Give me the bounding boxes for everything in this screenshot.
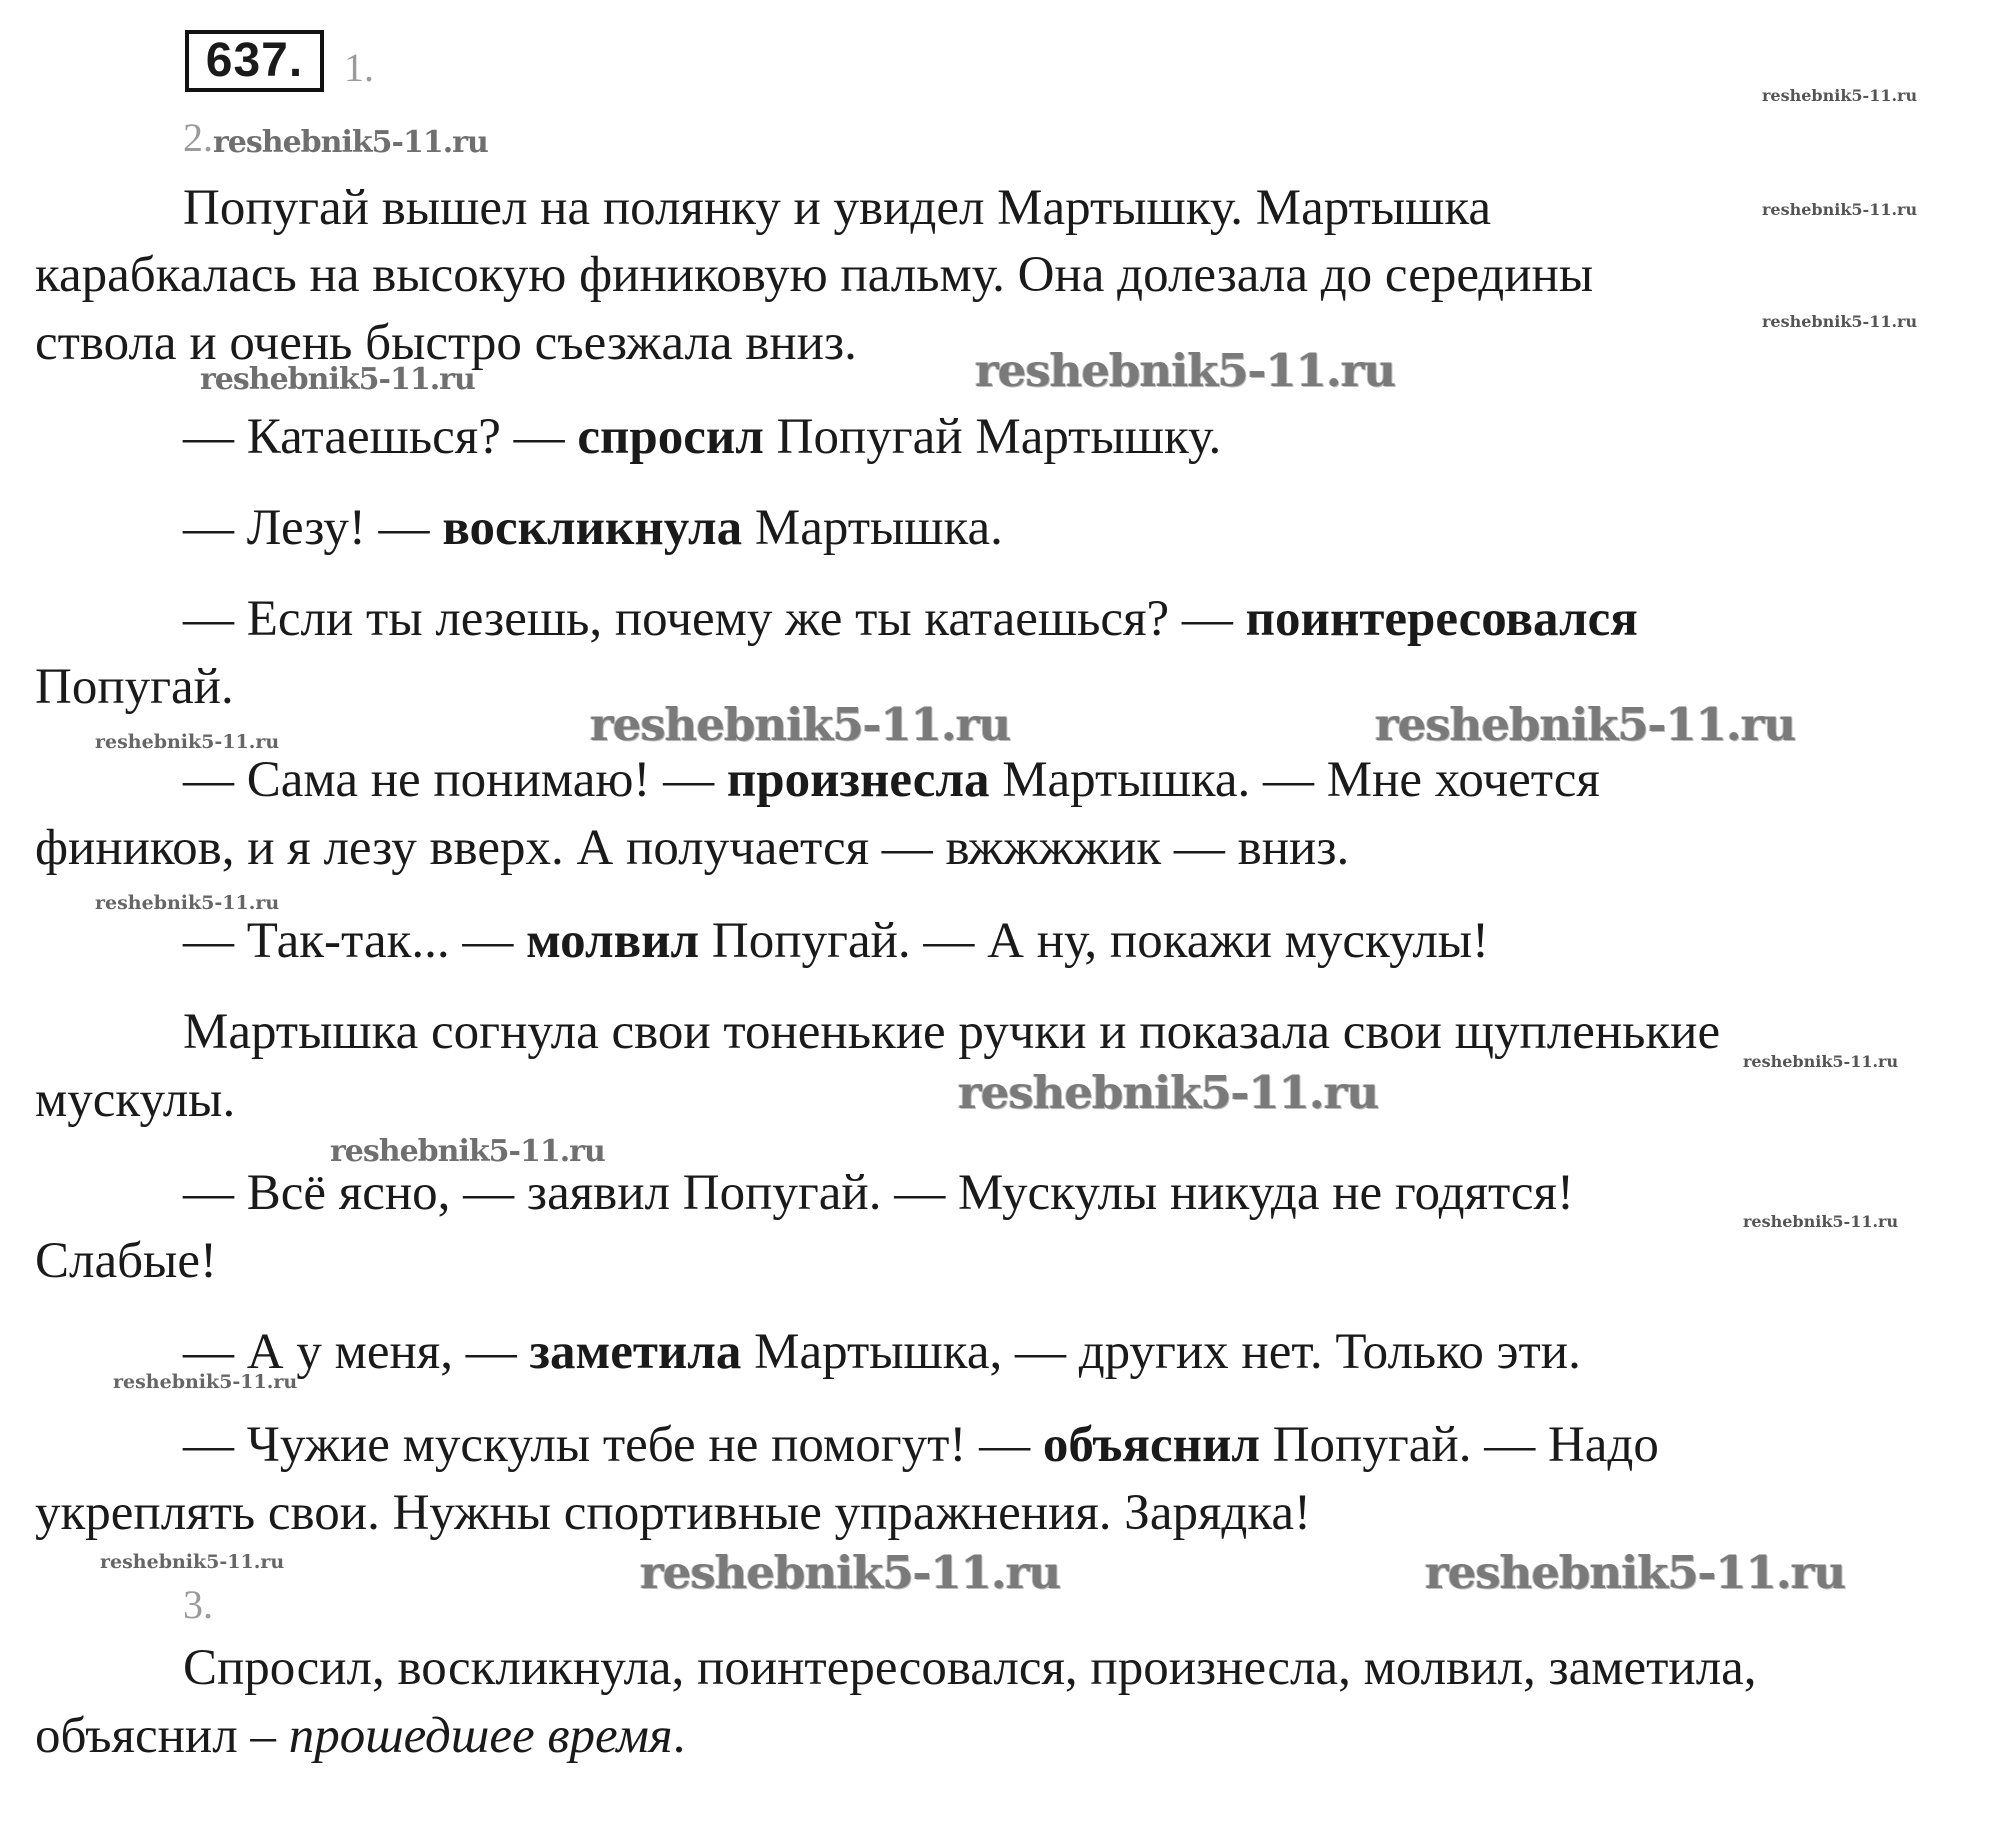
watermark: reshebnik5-11.ru [1375,698,1796,751]
dialogue-line: Попугай. [35,659,234,715]
answer-text: . [672,1708,686,1764]
dialogue-text: Попугай. — Надо [1259,1417,1659,1473]
dialogue-line [183,752,1600,808]
answer-line [35,1708,686,1764]
dialogue-text: Мартышка, — других нет. Только эти. [741,1324,1581,1380]
dialogue-text: — Сама не понимаю! — [183,752,727,808]
dialogue-line: Слабые! [35,1233,217,1289]
text-line: ствола и очень быстро съезжала вниз. [35,315,857,371]
speech-verb: поинтересовался [1245,591,1638,647]
dialogue-line [183,1324,1581,1380]
watermark: reshebnik5-11.ru [640,1546,1061,1599]
dialogue-line [183,591,1638,647]
watermark: reshebnik5-11.ru [1762,312,1918,331]
dialogue-line: — Всё ясно, — заявил Попугай. — Мускулы никуда не годятся! [183,1165,1574,1221]
watermark: reshebnik5-11.ru [213,125,488,160]
text-line: карабкалась на высокую финиковую пальму. Она долезала до середины [35,247,1594,303]
speech-verb: молвил [526,913,700,969]
text-line: Попугай вышел на полянку и увидел Мартышку. Мартышка [183,180,1492,236]
watermark: reshebnik5-11.ru [1762,86,1918,105]
speech-verb: объяснил [1042,1417,1260,1473]
watermark: reshebnik5-11.ru [330,1134,605,1169]
dialogue-line: укреплять свои. Нужны спортивные упражнения. Зарядка! [35,1485,1311,1541]
watermark: reshebnik5-11.ru [95,731,280,753]
dialogue-text: Мартышка. [742,500,1003,556]
dialogue-text: — Катаешься? — [183,409,578,465]
dialogue-text: — А у меня, — [183,1324,530,1380]
dialogue-line [183,500,1003,556]
part-3-label: 3. [183,1582,213,1627]
watermark: reshebnik5-11.ru [1425,1546,1846,1599]
dialogue-line: фиников, и я лезу вверх. А получается — вжжжжик — вниз. [35,820,1350,876]
watermark: reshebnik5-11.ru [590,698,1011,751]
watermark: reshebnik5-11.ru [1762,200,1918,219]
text-line: Мартышка согнула свои тоненькие ручки и показала свои щупленькие [183,1004,1721,1060]
watermark: reshebnik5-11.ru [95,892,280,914]
speech-verb: произнесла [726,752,990,808]
dialogue-text: Попугай Мартышку. [763,409,1222,465]
watermark: reshebnik5-11.ru [975,344,1396,397]
speech-verb: спросил [577,409,764,465]
text-line: мускулы. [35,1072,236,1128]
watermark: reshebnik5-11.ru [1743,1052,1899,1071]
dialogue-text: Попугай. — А ну, покажи мускулы! [699,913,1490,969]
exercise-number: 637. [185,30,324,92]
speech-verb: воскликнула [442,500,743,556]
part-2-label: 2. [183,115,213,160]
part-1-label: 1. [344,45,374,90]
dialogue-text: — Так-так... — [183,913,527,969]
dialogue-text: — Если ты лезешь, почему же ты катаешься? — [183,591,1246,647]
dialogue-line [183,409,1222,465]
watermark: reshebnik5-11.ru [1743,1212,1899,1231]
answer-line: Спросил, воскликнула, поинтересовался, произнесла, молвил, заметила, [183,1640,1757,1696]
dialogue-text: — Чужие мускулы тебе не помогут! — [183,1417,1043,1473]
dialogue-text: Мартышка. — Мне хочется [989,752,1600,808]
dialogue-line [183,913,1490,969]
watermark: reshebnik5-11.ru [113,1371,298,1393]
dialogue-line [183,1417,1659,1473]
answer-text: объяснил – [35,1708,289,1764]
dialogue-text: — Лезу! — [183,500,443,556]
watermark: reshebnik5-11.ru [958,1066,1379,1119]
watermark: reshebnik5-11.ru [200,362,475,397]
answer-italic: прошедшее время [288,1708,673,1764]
speech-verb: заметила [529,1324,742,1380]
watermark: reshebnik5-11.ru [100,1551,285,1573]
